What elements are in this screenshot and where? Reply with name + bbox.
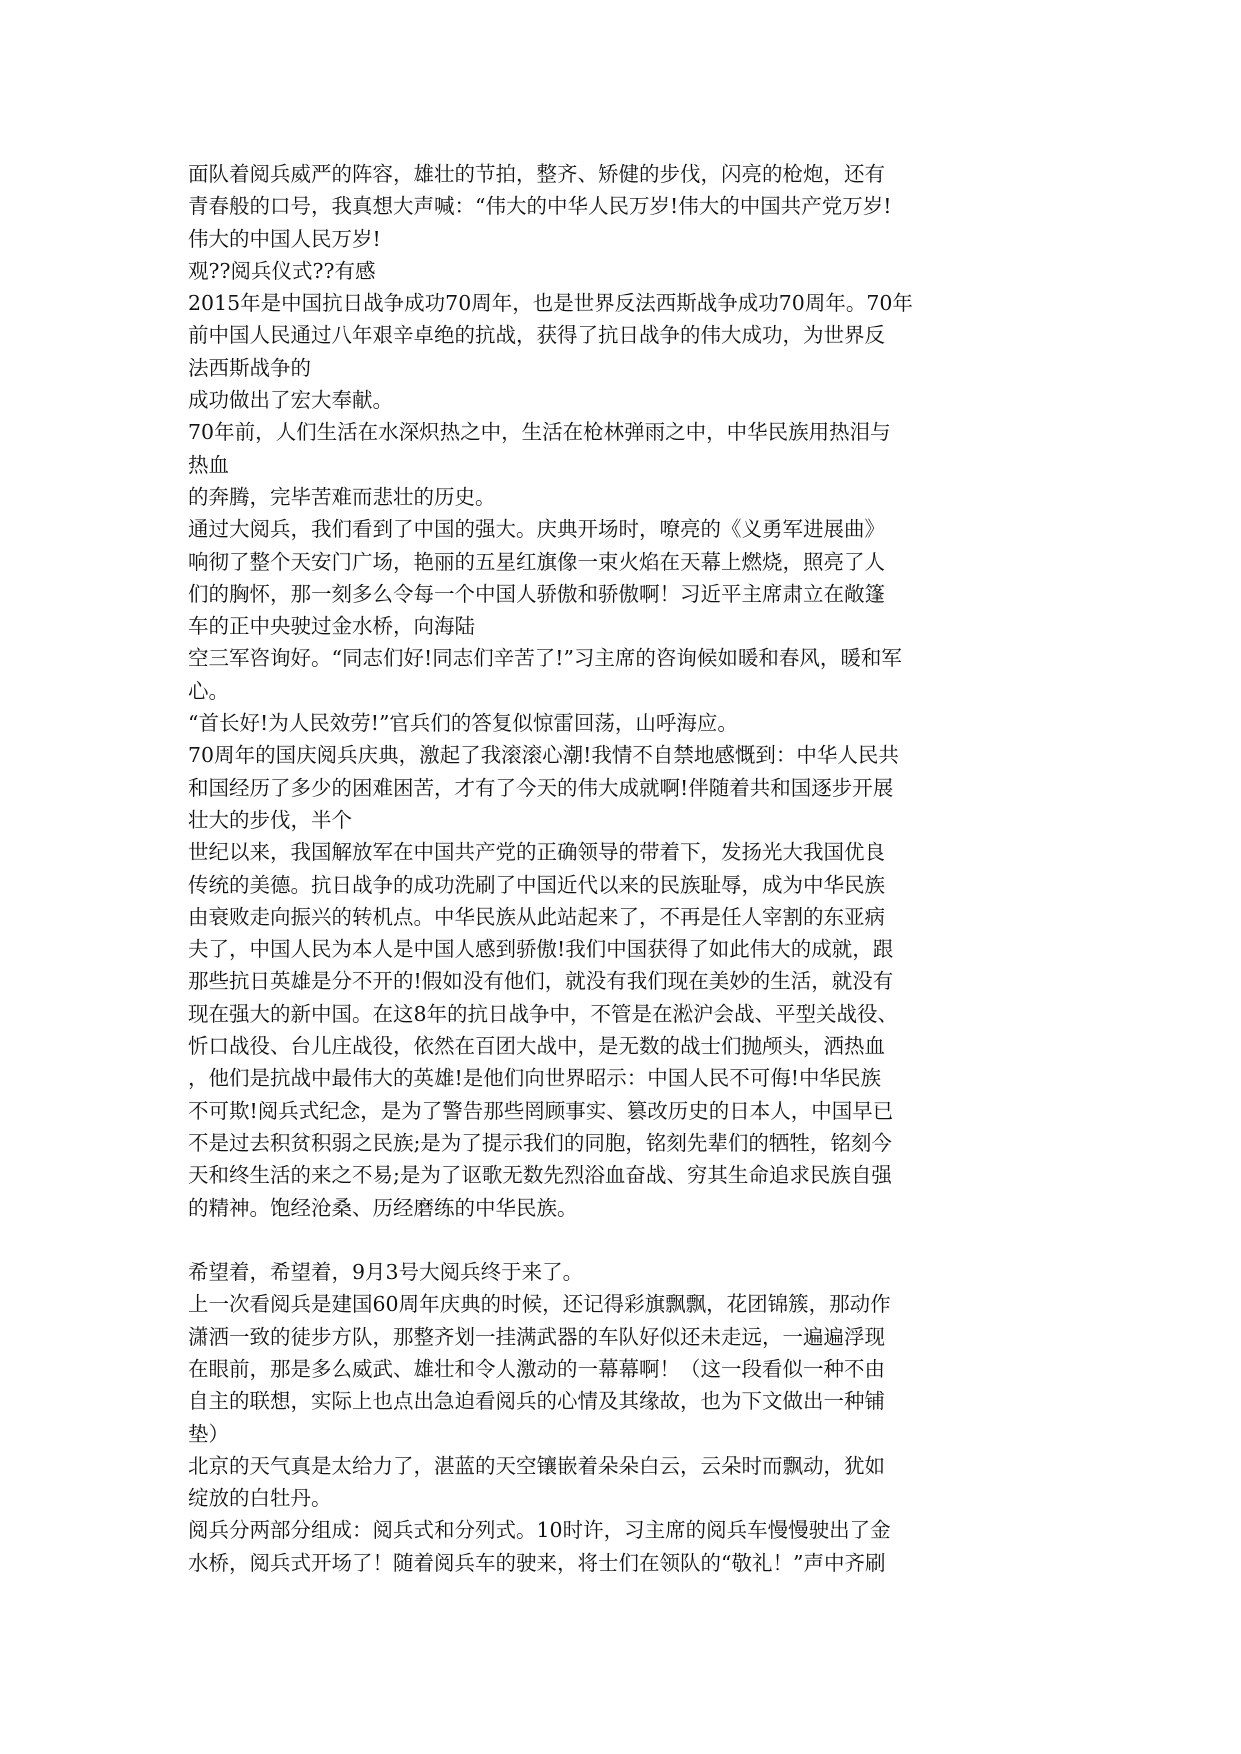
text-line: 不可欺!阅兵式纪念，是为了警告那些罔顾事实、篡改历史的日本人，中国早已 <box>188 1098 894 1123</box>
text-line: 车的正中央驶过金水桥，向海陆 <box>188 614 475 639</box>
text-line: 夫了，中国人民为本人是中国人感到骄傲!我们中国获得了如此伟大的成就，跟 <box>188 937 894 962</box>
text-line: 自主的联想，实际上也点出急迫看阅兵的心情及其缘故，也为下文做出一种铺 <box>188 1389 885 1414</box>
text-line: 希望着，希望着，9月3号大阅兵终于来了。 <box>188 1260 584 1285</box>
text-line: 天和终生活的来之不易;是为了讴歌无数先烈浴血奋战、穷其生命追求民族自强 <box>188 1163 892 1188</box>
text-line: 空三军咨询好。“同志们好!同志们辛苦了!”习主席的咨询候如暖和春风，暖和军 <box>188 646 902 671</box>
paragraph-gap <box>188 1224 1068 1256</box>
text-line: 青春般的口号，我真想大声喊：“伟大的中华人民万岁!伟大的中国共产党万岁! <box>188 194 892 219</box>
text-line: 法西斯战争的 <box>188 355 311 380</box>
text-line: 水桥，阅兵式开场了！随着阅兵车的驶来，将士们在领队的“敬礼！”声中齐刷 <box>188 1550 886 1575</box>
text-line: 的奔腾，完毕苦难而悲壮的历史。 <box>188 484 496 509</box>
text-line: 面队着阅兵威严的阵容，雄壮的节拍，整齐、矫健的步伐，闪亮的枪炮，还有 <box>188 162 885 186</box>
text-line: ，他们是抗战中最伟大的英雄!是他们向世界昭示：中国人民不可侮!中华民族 <box>188 1066 881 1091</box>
text-line: 绽放的白牡丹。 <box>188 1486 332 1511</box>
text-line: 壮大的步伐，半个 <box>188 807 352 832</box>
text-line: 70周年的国庆阅兵庆典，激起了我滚滚心潮!我情不自禁地感慨到：中华人民共 <box>188 743 899 768</box>
document-page <box>188 158 1068 1579</box>
text-line: “首长好!为人民效劳!”官兵们的答复似惊雷回荡，山呼海应。 <box>188 711 738 736</box>
text-line: 忻口战役、台儿庄战役，依然在百团大战中，是无数的战士们抛颅头，洒热血 <box>188 1034 885 1059</box>
text-line: 那些抗日英雄是分不开的!假如没有他们，就没有我们现在美妙的生活，就没有 <box>188 969 894 994</box>
text-line: 垫） <box>188 1421 229 1446</box>
text-line: 的精神。饱经沧桑、历经磨练的中华民族。 <box>188 1195 578 1220</box>
text-line: 由衰败走向振兴的转机点。中华民族从此站起来了，不再是任人宰割的东亚病 <box>188 904 885 929</box>
text-line: 热血 <box>188 452 229 477</box>
text-line: 和国经历了多少的困难困苦，才有了今天的伟大成就啊!伴随着共和国逐步开展 <box>188 775 894 800</box>
text-line: 阅兵分两部分组成：阅兵式和分列式。10时许，习主席的阅兵车慢慢驶出了金 <box>188 1518 891 1543</box>
text-line: 世纪以来，我国解放军在中国共产党的正确领导的带着下，发扬光大我国优良 <box>188 840 885 865</box>
text-line: 2015年是中国抗日战争成功70周年，也是世界反法西斯战争成功70周年。70年 <box>188 291 913 316</box>
text-line: 心。 <box>188 678 229 703</box>
text-line: 们的胸怀，那一刻多么令每一个中国人骄傲和骄傲啊！习近平主席肃立在敞篷 <box>188 581 885 606</box>
text-line: 观??阅兵仪式??有感 <box>188 258 376 283</box>
text-line: 传统的美德。抗日战争的成功洗刷了中国近代以来的民族耻辱，成为中华民族 <box>188 872 885 897</box>
text-line: 前中国人民通过八年艰辛卓绝的抗战，获得了抗日战争的伟大成功，为世界反 <box>188 323 885 348</box>
text-line: 70年前，人们生活在水深炽热之中，生活在枪林弹雨之中，中华民族用热泪与 <box>188 420 891 445</box>
text-line: 成功做出了宏大奉献。 <box>188 388 393 413</box>
text-line: 在眼前，那是多么威武、雄壮和令人激动的一幕幕啊！（这一段看似一种不由 <box>188 1356 885 1381</box>
text-line: 现在强大的新中国。在这8年的抗日战争中，不管是在淞沪会战、平型关战役、 <box>188 1001 899 1026</box>
text-line: 上一次看阅兵是建国60周年庆典的时候，还记得彩旗飘飘，花团锦簇，那动作 <box>188 1292 891 1317</box>
text-line: 北京的天气真是太给力了，湛蓝的天空镶嵌着朵朵白云，云朵时而飘动，犹如 <box>188 1453 885 1478</box>
text-line: 通过大阅兵，我们看到了中国的强大。庆典开场时，嘹亮的《义勇军进展曲》 <box>188 517 885 542</box>
text-line: 不是过去积贫积弱之民族;是为了提示我们的同胞，铭刻先辈们的牺牲，铭刻今 <box>188 1130 892 1155</box>
text-line: 响彻了整个天安门广场，艳丽的五星红旗像一束火焰在天幕上燃烧，照亮了人 <box>188 549 885 574</box>
text-line: 伟大的中国人民万岁! <box>188 226 381 251</box>
text-line: 潇洒一致的徒步方队，那整齐划一挂满武器的车队好似还未走远，一遍遍浮现 <box>188 1324 885 1349</box>
